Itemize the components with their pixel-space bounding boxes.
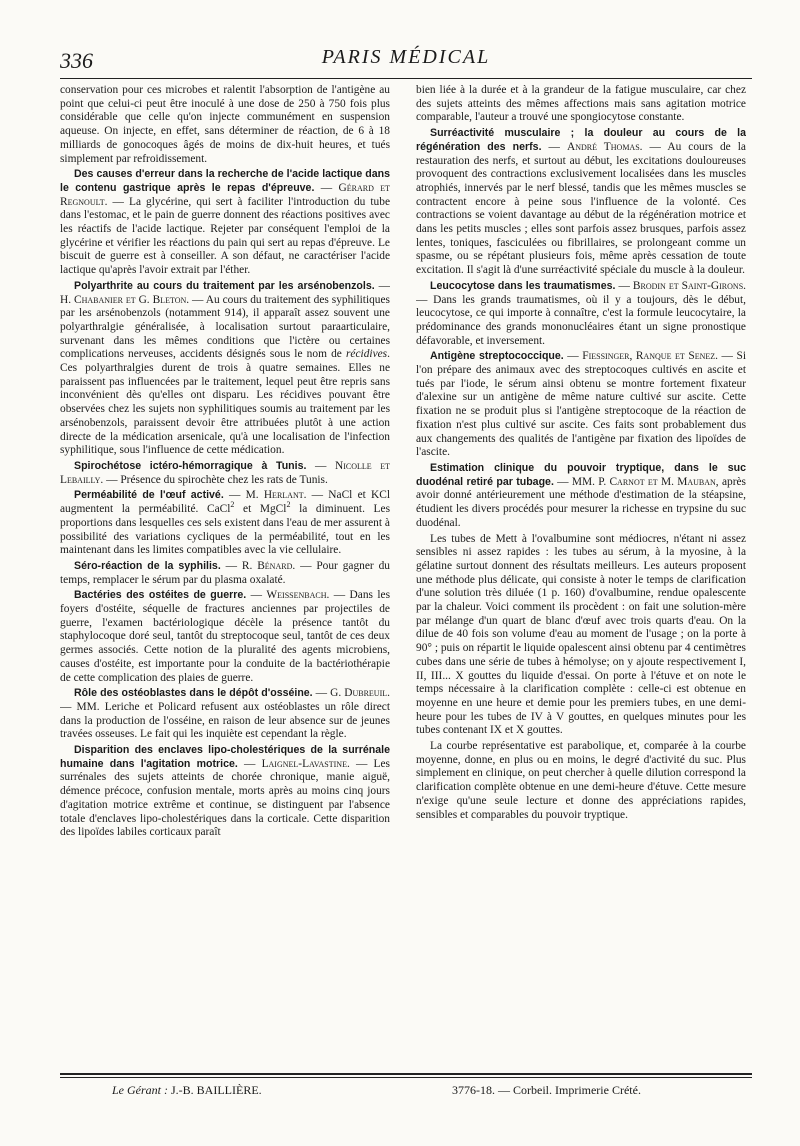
abstract-authors: G. Dubreuil. xyxy=(330,687,390,700)
abstract-title: Estimation clinique du pouvoir tryptique, dans le suc duodénal retiré par tubage. xyxy=(416,461,746,488)
abstract-title: Bactéries des ostéites de guerre. xyxy=(74,589,247,602)
abstract-title: Polyarthrite au cours du traitement par les arsénobenzols. xyxy=(74,279,375,292)
abstract-entry: Surréactivité musculaire ; la douleur au cours de la régénération des nerfs. — André Thomas. — Au cours de la restauration des nerfs, et surtout au début, les excitations douloureuses provoquent des contractions exclusivement localisées dans les muscles atrophiés, innervés par le nerf blessé, tandis que les mêmes muscles se contractent encore à peine sous l'influence de la volonté. Ces contractions se voient davantage au début de la régénération motrice et dans les petits muscles ; elles sont parfois assez brusques, parfois assez lentes, toniques, fasciculées ou fibrillaires, se prolongeant comme un spasme, ou se répétant plusieurs fois, même après cessation de toute excitation. Il s'agit là d'une surréactivité spéciale du muscle à la douleur. xyxy=(416,127,746,277)
abstract-title: Antigène streptococcique. xyxy=(430,350,564,363)
abstract-entry: Des causes d'erreur dans la recherche de l'acide lactique dans le contenu gastrique après le repas d'épreuve. — Gérard et Regnoult. — La glycérine, qui sert à faciliter l'introduction du tube dans l'estomac, et le pain de guerre donnent des réactions positives avec les réactifs de l'acide lactique. Rejeter par conséquent l'emploi de la glycérine et vérifier les réactions du pain qui sert au repas d'épreuve. Le biscuit de guerre est à conseiller. A son défaut, ne caractériser l'acide lactique qu'après l'avoir extrait par l'éther. xyxy=(60,168,390,277)
abstract-title: Perméabilité de l'œuf activé. xyxy=(74,489,224,502)
abstract-authors: Brodin et Saint-Girons. xyxy=(632,279,746,292)
abstract-entry: Polyarthrite au cours du traitement par les arsénobenzols. — H. Chabanier et G. Bleton. — Au cours du traitement des syphilitiques par les arsénobenzols (notamment 914), il apparaît assez souvent une polyarthralgie généralisée, à localisation surtout paraarticulaire, survenant dans les mêmes conditions que l'ictère ou certaines complications nerveuses, accidents désignés sous le nom de récidives. Ces polyarthralgies durent de trois à quatre semaines. Elles ne paraissent pas influencées par le traitement, lequel peut être repris sans inconvénient dès qu'elles ont disparu. Les récidives pouvant être observées chez les sujets non syphilitiques soumis au traitement par les arsénobenzols, paraissent devoir être attribuées plutôt à une action directe de la médication arsenicale, qu'à une localisation de l'infection syphilitique, sous l'influence de cette médication. xyxy=(60,279,390,457)
abstract-title: Surréactivité musculaire ; la douleur au cours de la régénération des nerfs. xyxy=(416,127,746,153)
abstract-authors: Fiessinger, Ranque et Senez. xyxy=(582,350,718,363)
footer-print-info: 3776-18. — Corbeil. Imprimerie Crété. xyxy=(452,1083,641,1097)
abstract-title: Des causes d'erreur dans la recherche de l'acide lactique dans le contenu gastrique après le repas d'épreuve. xyxy=(60,168,390,194)
abstract-authors: R. Bénard. xyxy=(241,559,296,572)
abstract-entry: Leucocytose dans les traumatismes. — Brodin et Saint-Girons. — Dans les grands traumatismes, où il y a toujours, dès le début, leucocytose, ce qui importe à connaître, c'est la formule leucocytaire, la prédominance des grands mononucléaires étant un signe pronostique défavorable, et inversement. xyxy=(416,279,746,347)
abstract-title: Rôle des ostéoblastes dans le dépôt d'osséine. xyxy=(74,687,313,700)
abstract-authors: Gérard et Regnoult. xyxy=(60,181,390,208)
paragraph: bien liée à la durée et à la grandeur de la fatigue musculaire, car chez des sujets atteints des mêmes affections mais sans agitation motrice comparable, l'auteur a trouvé une spongiocytose constante. xyxy=(416,84,746,124)
journal-title: PARIS MÉDICAL xyxy=(321,46,491,68)
abstract-title: Leucocytose dans les traumatismes. xyxy=(430,279,616,292)
page-header xyxy=(60,44,752,76)
abstract-entry: Perméabilité de l'œuf activé. — M. Herlant. — NaCl et KCl augmentent la perméabilité. CaCl$^2$ et MgCl$^2$ la diminuent. Les proportions dans lesquelles ces sels existent dans l'eau de mer assurent à possibilité des variations cycliques de la perméabilité, tout en les maintenant dans les limites compatibles avec la vie cellulaire. xyxy=(60,489,390,557)
gerant-name: J.-B. BAILLIÈRE. xyxy=(171,1083,262,1097)
abstract-entry: Antigène streptococcique. — Fiessinger, Ranque et Senez. — Si l'on prépare des animaux avec des streptocoques cultivés en ascite et tués par l'iode, le sérum ainsi obtenu se montre fortement fixateur d'alexine sur un antigène de même nature cultivé sur ascite. Cette fixation ne se produit plus si l'antigène streptocoque de la réaction de fixation n'est plus cultivé sur ascite. Ces faits sont probablement dus aux changements des qualités de l'antigène par fixation des lipoïdes de l'ascite. xyxy=(416,350,746,459)
header-rule xyxy=(60,78,752,79)
paragraph: La courbe représentative est parabolique, et, comparée à la courbe moyenne, donne, en plus ou en moins, le degré d'activité du suc. Plus simplement en clinique, on peut chercher à quelle dilution correspond la clarification complète obtenue en une demi-heure d'étuve. Cette mesure n'exige qu'une seule lecture et donne des appréciations rapides, sensibles et comparables du pouvoir tryptique. xyxy=(416,740,746,821)
abstract-authors: André Thomas. xyxy=(566,140,643,153)
page-number: 336 xyxy=(60,48,93,73)
abstract-authors: H. Chabanier et G. Bleton. xyxy=(60,293,190,306)
abstract-entry: Séro-réaction de la syphilis. — R. Bénard. — Pour gagner du temps, remplacer le sérum par du plasma oxalaté. xyxy=(60,559,390,586)
abstract-authors: M. Herlant. xyxy=(245,489,307,502)
abstract-title: Disparition des enclaves lipo-cholestériques de la surrénale humaine dans l'agitation motrice. xyxy=(60,744,390,770)
abstract-entry: Rôle des ostéoblastes dans le dépôt d'osséine. — G. Dubreuil. — MM. Leriche et Policard refusent aux ostéoblastes un rôle direct dans la production de l'osséine, en raison de leur absence sur de jeunes travées osseuses. Le fait qui les inquiète est cependant la règle. xyxy=(60,687,390,741)
footer-gerant: Le Gérant : J.-B. BAILLIÈRE. xyxy=(112,1083,262,1097)
abstract-title: Séro-réaction de la syphilis. xyxy=(74,559,221,572)
abstract-authors: Laignel-Lavastine. xyxy=(261,757,350,770)
right-column xyxy=(416,84,746,1068)
paragraph: conservation pour ces microbes et ralentit l'absorption de l'antigène au point que celui-ci peut être inoculé à une dose de 250 à 750 fois plus considérable que celle qu'on injecte communément en suspension aqueuse. On injecte, en effet, sans déterminer de réaction, de 6 à 18 milliards de gonocoques âgés de moins de dix-huit heures, et tués simplement par refroidissement. xyxy=(60,84,390,165)
abstract-entry: Estimation clinique du pouvoir tryptique, dans le suc duodénal retiré par tubage. — MM. P. Carnot et M. Mauban, après avoir donné antérieurement une méthode d'estimation de la stéapsine, étudient les divers procédés pour mesurer la richesse en trypsine du suc duodénal. xyxy=(416,461,746,529)
abstract-title: Spirochétose ictéro-hémorragique à Tunis. xyxy=(74,459,307,472)
abstract-entry: Bactéries des ostéites de guerre. — Weissenbach. — Dans les foyers d'ostéite, séquelle de fractures anciennes par projectiles de guerre, l'examen bactériologique décèle la présence tantôt du staphylocoque doré seul, tantôt du streptocoque seul, tantôt de ces deux germes associés. Cette notion de la pluralité des agents microbiens, causes d'ostéite, est importante pour la conduite de la bactériothérapie de cette complication des plaies de guerre. xyxy=(60,589,390,684)
abstract-entry: Disparition des enclaves lipo-cholestériques de la surrénale humaine dans l'agitation motrice. — Laignel-Lavastine. — Les surrénales des sujets atteints de chorée chronique, manie aiguë, démence précoce, confusion mentale, morts après au moins cinq jours d'agitation motrice extrême et continue, se distinguent par l'absence totale d'enclaves lipo-cholestériques dans la corticale. Cette disparition des lipoïdes labiles corticaux paraît xyxy=(60,744,390,839)
abstract-authors: Weissenbach. xyxy=(266,589,330,602)
abstract-authors: MM. P. Carnot et M. Mauban, xyxy=(571,475,719,488)
abstract-entry: Spirochétose ictéro-hémorragique à Tunis. — Nicolle et Lebailly. — Présence du spirochète chez les rats de Tunis. xyxy=(60,459,390,486)
left-column xyxy=(60,84,390,1068)
footer-rule-thin xyxy=(60,1077,752,1078)
abstract-authors: Nicolle et Lebailly. xyxy=(60,459,390,486)
footer-rule xyxy=(60,1073,752,1075)
paragraph: Les tubes de Mett à l'ovalbumine sont médiocres, n'étant ni assez sensibles ni assez rapides : les tubes au sérum, à la myosine, à la gélatine surtout donnent des résultats meilleurs. Les auteurs proposent une méthode plus délicate, qui consiste à noter le temps de clarification d'une solution très diluée (1 p. 160) d'ovalbumine, rendue opalescente par la chaleur. Voici comment ils procèdent : on fait une solution-mère par mélange d'un quart de blanc d'œuf avec trois quarts d'eau. On la dilue de 40 fois son volume d'eau au moment de l'usage ; on la porte à 90° ; puis on répartit le liquide opalescent ainsi obtenu par 4 centimètres cubes dans une série de tubes à hémolyse; on y ajoute respectivement I, II, III... X gouttes du liquide d'essai. On porte à l'étuve et on note le temps nécessaire à la clarification complète : celle-ci est obtenue en moyenne en une heure et demie pour les premiers tubes, en une demi-heure pour les tubes de IV à V gouttes, en quelques minutes pour les tubes contenant IX et X gouttes. xyxy=(416,532,746,737)
